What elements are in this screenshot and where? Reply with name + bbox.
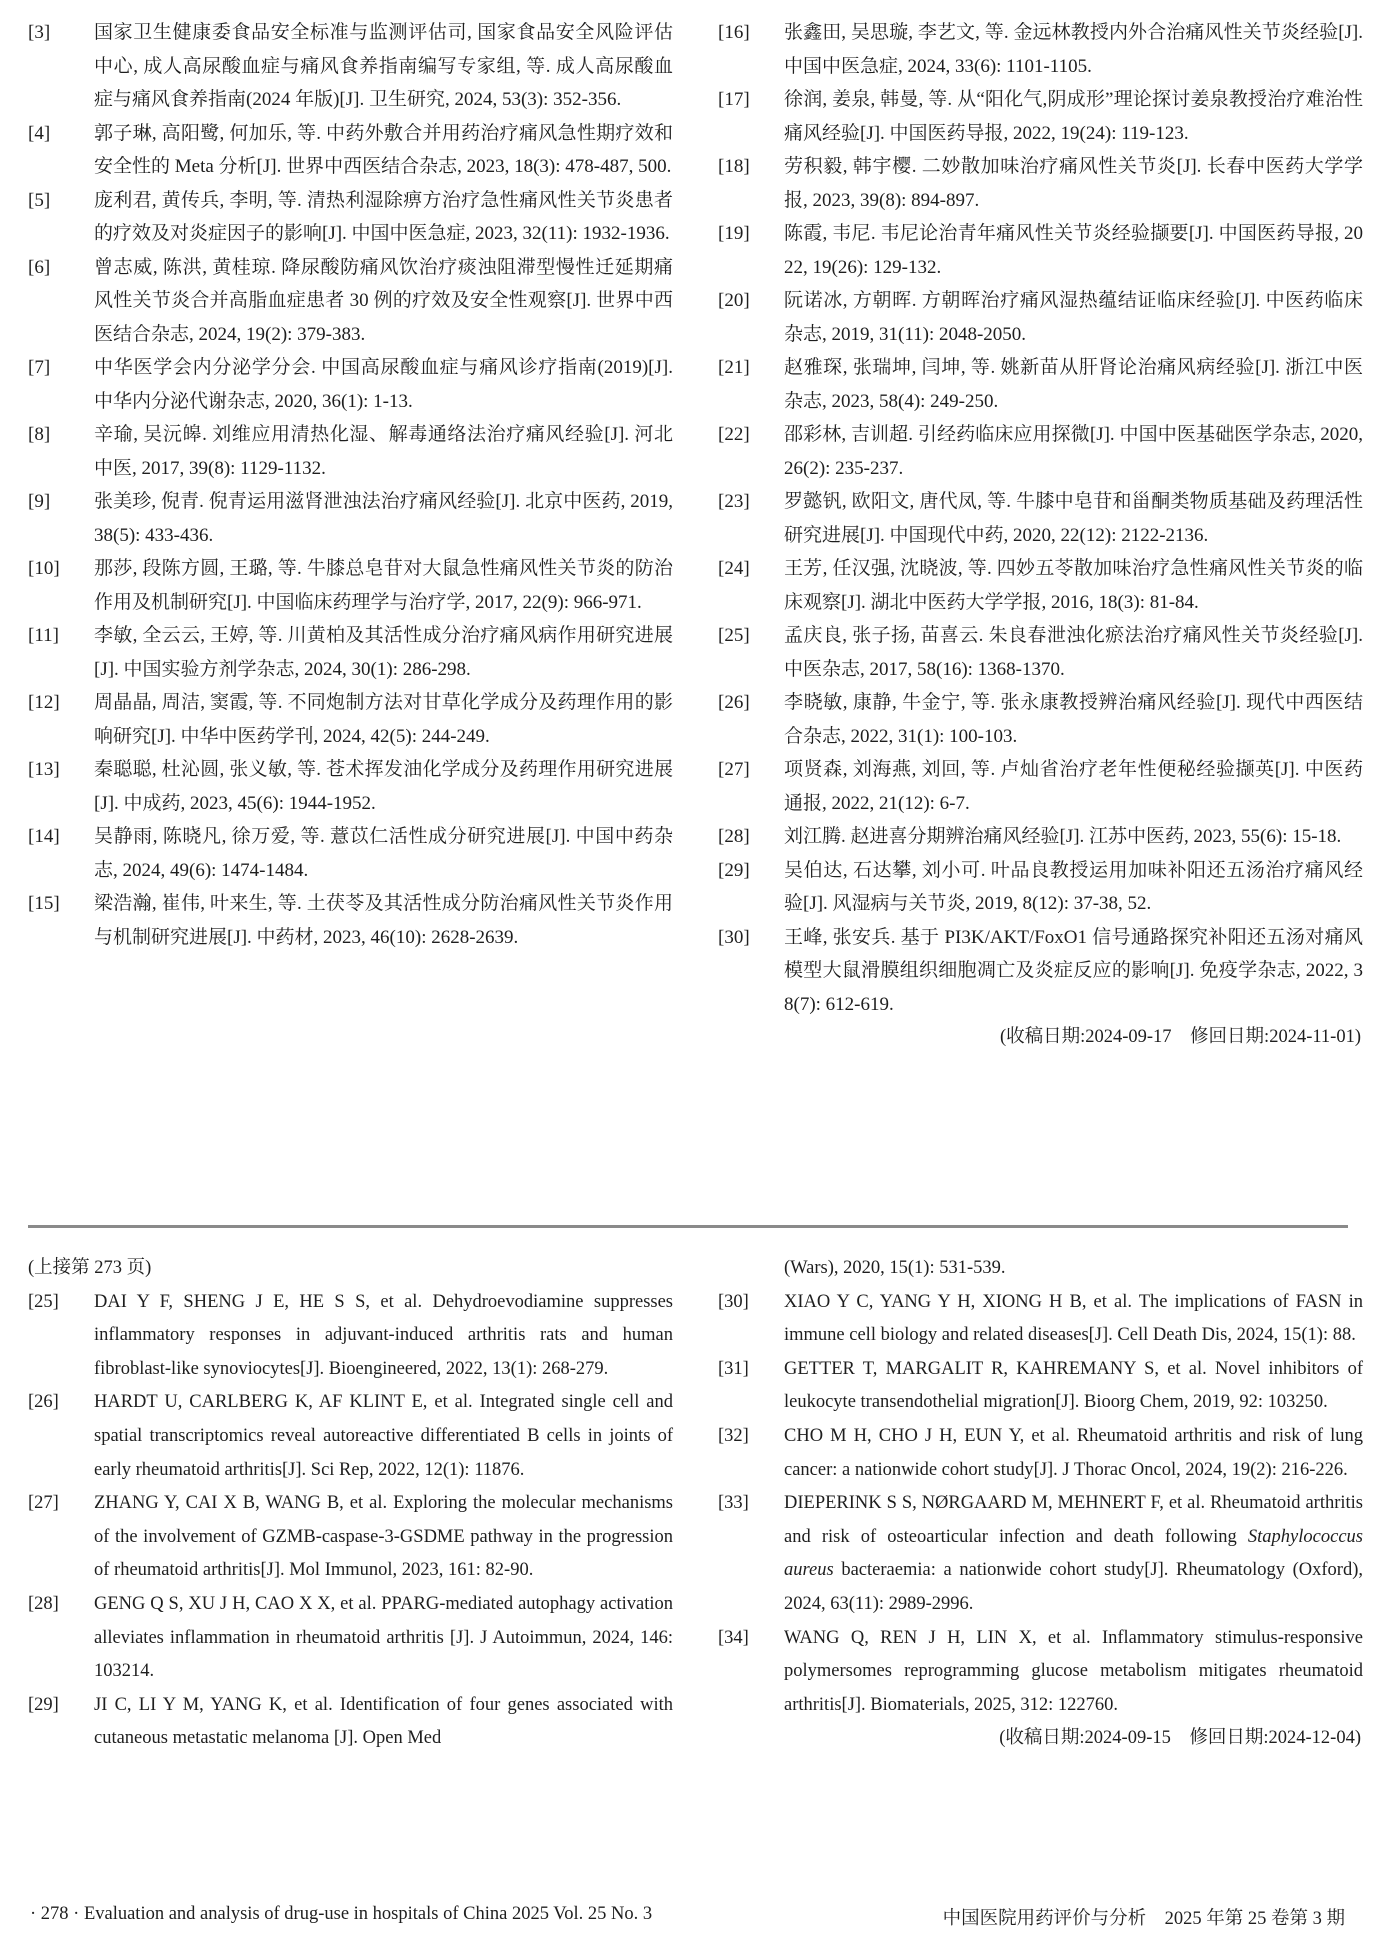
reference-text: 孟庆良, 张子扬, 苗喜云. 朱良春泄浊化瘀法治疗痛风性关节炎经验[J]. 中医杂志, 2017, 58(16): 1368-1370. — [784, 625, 1363, 680]
reference-number: [30] — [718, 1291, 749, 1312]
reference-number: [10] — [28, 558, 60, 579]
received-revised-dates: (收稿日期:2024-09-17 修回日期:2024-11-01) — [999, 1027, 1361, 1047]
reference-text: 劳积毅, 韩宇樱. 二妙散加味治疗痛风性关节炎[J]. 长春中医药大学学报, 2023, 39(8): 894-897. — [784, 156, 1363, 211]
reference-number: [26] — [718, 692, 750, 713]
reference-item — [28, 351, 673, 418]
reference-text: 国家卫生健康委食品安全标准与监测评估司, 国家食品安全风险评估中心, 成人高尿酸血症与痛风食养指南编写专家组, 等. 成人高尿酸血症与痛风食养指南(2024 年版)[J]. 卫生研究, 2024, 53(3): 352-356. — [94, 22, 673, 110]
reference-text: 吴静雨, 陈晓凡, 徐万爱, 等. 薏苡仁活性成分研究进展[J]. 中国中药杂志, 2024, 49(6): 1474-1484. — [94, 826, 673, 881]
reference-item — [718, 921, 1363, 1022]
reference-text: 李晓敏, 康静, 牛金宁, 等. 张永康教授辨治痛风经验[J]. 现代中西医结合杂志, 2022, 31(1): 100-103. — [784, 692, 1363, 747]
reference-text: XIAO Y C, YANG Y H, XIONG H B, et al. The implications of FASN in immune cell biology and related diseases[J]. Cell Death Dis, 2024, 15(1): 88. — [784, 1291, 1363, 1346]
reference-item — [718, 1487, 1363, 1621]
reference-number: [6] — [28, 256, 51, 278]
reference-text-part: bacteraemia: a nationwide cohort study[J]. Rheumatology (Oxford), 2024, 63(11): 2989-2996. — [784, 1560, 1363, 1614]
reference-number: [28] — [28, 1593, 59, 1614]
reference-number: [23] — [718, 491, 750, 512]
reference-item — [28, 1386, 673, 1487]
reference-text: 梁浩瀚, 崔伟, 叶来生, 等. 土茯苓及其活性成分防治痛风性关节炎作用与机制研究进展[J]. 中药材, 2023, 46(10): 2628-2639. — [94, 893, 673, 948]
reference-item — [28, 1487, 673, 1588]
reference-item — [28, 251, 673, 352]
reference-item — [718, 485, 1363, 552]
reference-number: [8] — [28, 424, 51, 445]
reference-text: JI C, LI Y M, YANG K, et al. Identification of four genes associated with cutaneous metastatic melanoma [J]. Open Med — [94, 1694, 673, 1749]
reference-text: WANG Q, REN J H, LIN X, et al. Inflammatory stimulus-responsive polymersomes reprogramming glucose metabolism mitigates rheumatoid arthritis[J]. Biomaterials, 2025, 312: 122760. — [784, 1627, 1363, 1715]
reference-number: [28] — [718, 826, 750, 847]
reference-item — [28, 1286, 673, 1387]
reference-number: [22] — [718, 424, 750, 445]
reference-list-bottom-left — [28, 1252, 673, 1756]
reference-number: [29] — [28, 1694, 59, 1715]
reference-item — [718, 83, 1363, 150]
reference-item — [718, 418, 1363, 485]
reference-text: DAI Y F, SHENG J E, HE S S, et al. Dehydroevodiamine suppresses inflammatory responses in adjuvant-induced arthritis rats and human fibroblast-like synoviocytes[J]. Bioengineered, 2022, 13(1): 268-279. — [94, 1291, 673, 1379]
reference-text: 陈霞, 韦尼. 韦尼论治青年痛风性关节炎经验撷要[J]. 中国医药导报, 2022, 19(26): 129-132. — [784, 223, 1363, 278]
reference-text-part: DIEPERINK S S, NØRGAARD M, MEHNERT F, et al. Rheumatoid arthritis and risk of osteoarticular infection and death following — [784, 1493, 1363, 1547]
reference-item — [28, 418, 673, 485]
reference-number: [27] — [28, 1493, 59, 1514]
reference-item — [28, 184, 673, 251]
reference-number: [18] — [718, 156, 750, 177]
reference-item — [718, 1420, 1363, 1487]
reference-number: [33] — [718, 1493, 749, 1514]
page-footer — [30, 1904, 1345, 1930]
reference-item — [718, 619, 1363, 686]
reference-text: 郭子琳, 高阳鹭, 何加乐, 等. 中药外敷合并用药治疗痛风急性期疗效和安全性的 Meta 分析[J]. 世界中西医结合杂志, 2023, 18(3): 478-487, 500. — [94, 122, 673, 177]
reference-text: 邵彩林, 吉训超. 引经药临床应用探微[J]. 中国中医基础医学杂志, 2020, 26(2): 235-237. — [784, 424, 1363, 479]
reference-item — [718, 284, 1363, 351]
reference-text: 项贤森, 刘海燕, 刘回, 等. 卢灿省治疗老年性便秘经验撷英[J]. 中医药通报, 2022, 21(12): 6-7. — [784, 759, 1363, 814]
reference-number: [25] — [28, 1291, 59, 1312]
reference-number: [9] — [28, 491, 51, 512]
reference-number: [32] — [718, 1425, 749, 1446]
reference-number: [3] — [28, 22, 51, 43]
reference-number: [11] — [28, 625, 59, 646]
reference-continuation: (Wars), 2020, 15(1): 531-539. — [784, 1258, 1006, 1278]
reference-item — [718, 150, 1363, 217]
reference-item — [718, 351, 1363, 418]
reference-item — [28, 686, 673, 753]
reference-number: [17] — [718, 89, 750, 110]
reference-number: [29] — [718, 859, 750, 881]
reference-text: 吴伯达, 石达攀, 刘小可. 叶品良教授运用加味补阳还五汤治疗痛风经验[J]. 风湿病与关节炎, 2019, 8(12): 37-38, 52. — [784, 859, 1363, 914]
reference-number: [24] — [718, 558, 750, 579]
reference-text: 李敏, 全云云, 王婷, 等. 川黄柏及其活性成分治疗痛风病作用研究进展[J]. 中国实验方剂学杂志, 2024, 30(1): 286-298. — [94, 625, 673, 680]
reference-text: 辛瑜, 吴沅皞. 刘维应用清热化湿、解毒通络法治疗痛风经验[J]. 河北中医, 2017, 39(8): 1129-1132. — [94, 424, 673, 479]
reference-list-top-right — [718, 16, 1363, 1055]
reference-item — [718, 753, 1363, 820]
reference-item — [28, 887, 673, 954]
reference-item — [28, 16, 673, 117]
reference-number: [7] — [28, 357, 51, 378]
reference-item — [28, 1588, 673, 1689]
species-name: Staphylococcus aureus — [784, 1526, 1363, 1581]
received-revised-dates: (收稿日期:2024-09-15 修回日期:2024-12-04) — [999, 1728, 1361, 1749]
reference-text: 张鑫田, 吴思璇, 李艺文, 等. 金远林教授内外合治痛风性关节炎经验[J]. 中国中医急症, 2024, 33(6): 1101-1105. — [784, 22, 1363, 77]
reference-item — [718, 16, 1363, 83]
footer-journal-english: · 278 · Evaluation and analysis of drug-use in hospitals of China 2025 Vol. 25 No. 3 — [30, 1904, 653, 1924]
reference-number: [15] — [28, 893, 60, 914]
reference-item — [718, 1286, 1363, 1353]
reference-item — [718, 820, 1363, 854]
reference-number: [26] — [28, 1392, 59, 1413]
reference-text: GETTER T, MARGALIT R, KAHREMANY S, et al. Novel inhibitors of leukocyte transendothelial migration[J]. Bioorg Chem, 2019, 92: 103250. — [784, 1358, 1363, 1413]
reference-item — [718, 686, 1363, 753]
reference-item — [28, 619, 673, 686]
reference-number: [4] — [28, 122, 51, 144]
reference-number: [12] — [28, 692, 60, 713]
reference-text: 中华医学会内分泌学分会. 中国高尿酸血症与痛风诊疗指南(2019)[J]. 中华内分泌代谢杂志, 2020, 36(1): 1-13. — [94, 357, 673, 412]
reference-item — [28, 552, 673, 619]
reference-item — [28, 1689, 673, 1756]
continued-from-page: (上接第 273 页) — [28, 1258, 152, 1278]
reference-text: CHO M H, CHO J H, EUN Y, et al. Rheumatoid arthritis and risk of lung cancer: a nationwide cohort study[J]. J Thorac Oncol, 2024, 19(2): 216-226. — [784, 1425, 1363, 1480]
reference-text: ZHANG Y, CAI X B, WANG B, et al. Exploring the molecular mechanisms of the involvement of GZMB-caspase-3-GSDME pathway in the progression of rheumatoid arthritis[J]. Mol Immunol, 2023, 161: 82-90. — [94, 1493, 673, 1581]
reference-item — [718, 854, 1363, 921]
reference-number: [27] — [718, 759, 750, 780]
reference-number: [30] — [718, 926, 750, 948]
reference-text: 赵雅琛, 张瑞坤, 闫坤, 等. 姚新苗从肝肾论治痛风病经验[J]. 浙江中医杂志, 2023, 58(4): 249-250. — [784, 357, 1363, 412]
reference-number: [25] — [718, 625, 750, 646]
reference-list-top-left — [28, 16, 673, 954]
section-divider — [28, 1225, 1348, 1228]
reference-item — [28, 753, 673, 820]
reference-text: GENG Q S, XU J H, CAO X X, et al. PPARG-mediated autophagy activation alleviates inflammation in rheumatoid arthritis [J]. J Autoimmun, 2024, 146: 103214. — [94, 1593, 673, 1682]
reference-number: [19] — [718, 223, 750, 244]
reference-item — [718, 1353, 1363, 1420]
reference-text: 周晶晶, 周洁, 窦霞, 等. 不同炮制方法对甘草化学成分及药理作用的影响研究[J]. 中华中医药学刊, 2024, 42(5): 244-249. — [94, 692, 673, 747]
reference-number: [21] — [718, 357, 750, 378]
reference-number: [14] — [28, 826, 60, 847]
reference-item — [28, 117, 673, 184]
reference-text: 曾志威, 陈洪, 黄桂琼. 降尿酸防痛风饮治疗痰浊阻滞型慢性迁延期痛风性关节炎合并高脂血症患者 30 例的疗效及安全性观察[J]. 世界中西医结合杂志, 2024, 19(2): 379-383. — [94, 256, 673, 345]
reference-text: 王峰, 张安兵. 基于 PI3K/AKT/FoxO1 信号通路探究补阳还五汤对痛风模型大鼠滑膜组织细胞凋亡及炎症反应的影响[J]. 免疫学杂志, 2022, 38(7): 612-619. — [784, 926, 1363, 1015]
reference-item — [718, 1622, 1363, 1723]
reference-number: [16] — [718, 22, 750, 43]
reference-number: [31] — [718, 1358, 749, 1379]
reference-item — [718, 552, 1363, 619]
reference-text: 秦聪聪, 杜沁圆, 张义敏, 等. 苍术挥发油化学成分及药理作用研究进展[J]. 中成药, 2023, 45(6): 1944-1952. — [94, 759, 673, 814]
footer-journal-chinese: 中国医院用药评价与分析 2025 年第 25 卷第 3 期 — [942, 1909, 1345, 1929]
reference-item — [718, 217, 1363, 284]
reference-number: [13] — [28, 759, 60, 780]
reference-text: 阮诺冰, 方朝晖. 方朝晖治疗痛风湿热蕴结证临床经验[J]. 中医药临床杂志, 2019, 31(11): 2048-2050. — [784, 290, 1363, 345]
reference-number: [34] — [718, 1627, 749, 1648]
reference-item — [28, 820, 673, 887]
reference-text: 那莎, 段陈方圆, 王璐, 等. 牛膝总皂苷对大鼠急性痛风性关节炎的防治作用及机制研究[J]. 中国临床药理学与治疗学, 2017, 22(9): 966-971. — [94, 558, 673, 613]
reference-number: [20] — [718, 290, 750, 311]
reference-number: [5] — [28, 189, 51, 211]
reference-text: 庞利君, 黄传兵, 李明, 等. 清热利湿除痹方治疗急性痛风性关节炎患者的疗效及对炎症因子的影响[J]. 中国中医急症, 2023, 32(11): 1932-1936. — [94, 189, 673, 244]
reference-text: HARDT U, CARLBERG K, AF KLINT E, et al. Integrated single cell and spatial transcriptomics reveal autoreactive differentiated B cells in joints of early rheumatoid arthritis[J]. Sci Rep, 2022, 12(1): 11876. — [94, 1392, 673, 1480]
reference-list-bottom-right — [718, 1252, 1363, 1756]
reference-text: 徐润, 姜泉, 韩曼, 等. 从“阳化气,阴成形”理论探讨姜泉教授治疗难治性痛风经验[J]. 中国医药导报, 2022, 19(24): 119-123. — [784, 89, 1363, 144]
reference-text — [784, 1487, 1363, 1621]
reference-text: 王芳, 任汉强, 沈晓波, 等. 四妙五苓散加味治疗急性痛风性关节炎的临床观察[J]. 湖北中医药大学学报, 2016, 18(3): 81-84. — [784, 558, 1363, 613]
reference-text: 刘江腾. 赵进喜分期辨治痛风经验[J]. 江苏中医药, 2023, 55(6): 15-18. — [784, 826, 1342, 847]
reference-text: 罗懿钒, 欧阳文, 唐代凤, 等. 牛膝中皂苷和甾酮类物质基础及药理活性研究进展[J]. 中国现代中药, 2020, 22(12): 2122-2136. — [784, 491, 1363, 546]
reference-text: 张美珍, 倪青. 倪青运用滋肾泄浊法治疗痛风经验[J]. 北京中医药, 2019, 38(5): 433-436. — [94, 491, 673, 546]
reference-item — [28, 485, 673, 552]
